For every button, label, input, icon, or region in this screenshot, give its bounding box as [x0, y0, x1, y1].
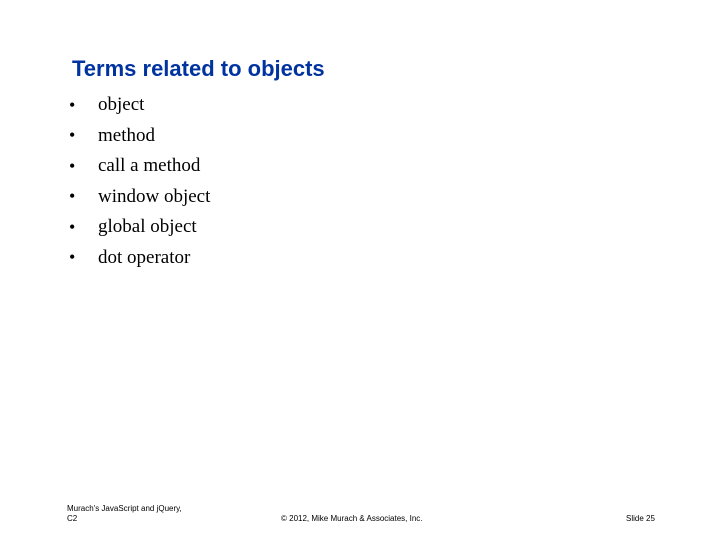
bullet-item [66, 151, 210, 182]
bullet-text: call a method [98, 155, 201, 177]
bullet-text: global object [98, 216, 197, 238]
bullet-list [66, 90, 210, 273]
bullet-dot-icon: • [69, 216, 76, 237]
bullet-dot-icon: • [69, 125, 76, 146]
bullet-text: method [98, 124, 155, 146]
bullet-item [66, 90, 210, 121]
bullet-item [66, 243, 210, 274]
bullet-item [66, 212, 210, 243]
footer-slide-number: Slide 25 [626, 514, 655, 523]
slide-title: Terms related to objects [72, 56, 325, 81]
bullet-dot-icon: • [69, 186, 76, 207]
bullet-text: window object [98, 185, 211, 207]
bullet-dot-icon: • [69, 155, 76, 176]
bullet-item [66, 121, 210, 152]
bullet-dot-icon: • [69, 94, 76, 115]
footer-copyright: © 2012, Mike Murach & Associates, Inc. [281, 514, 423, 523]
footer-book-line1: Murach's JavaScript and jQuery, [67, 504, 182, 513]
bullet-item [66, 182, 210, 213]
footer-book-line2: C2 [67, 514, 78, 523]
bullet-text: object [98, 94, 145, 116]
footer-book-title [67, 504, 182, 524]
bullet-dot-icon: • [69, 247, 76, 268]
bullet-text: dot operator [98, 246, 191, 268]
